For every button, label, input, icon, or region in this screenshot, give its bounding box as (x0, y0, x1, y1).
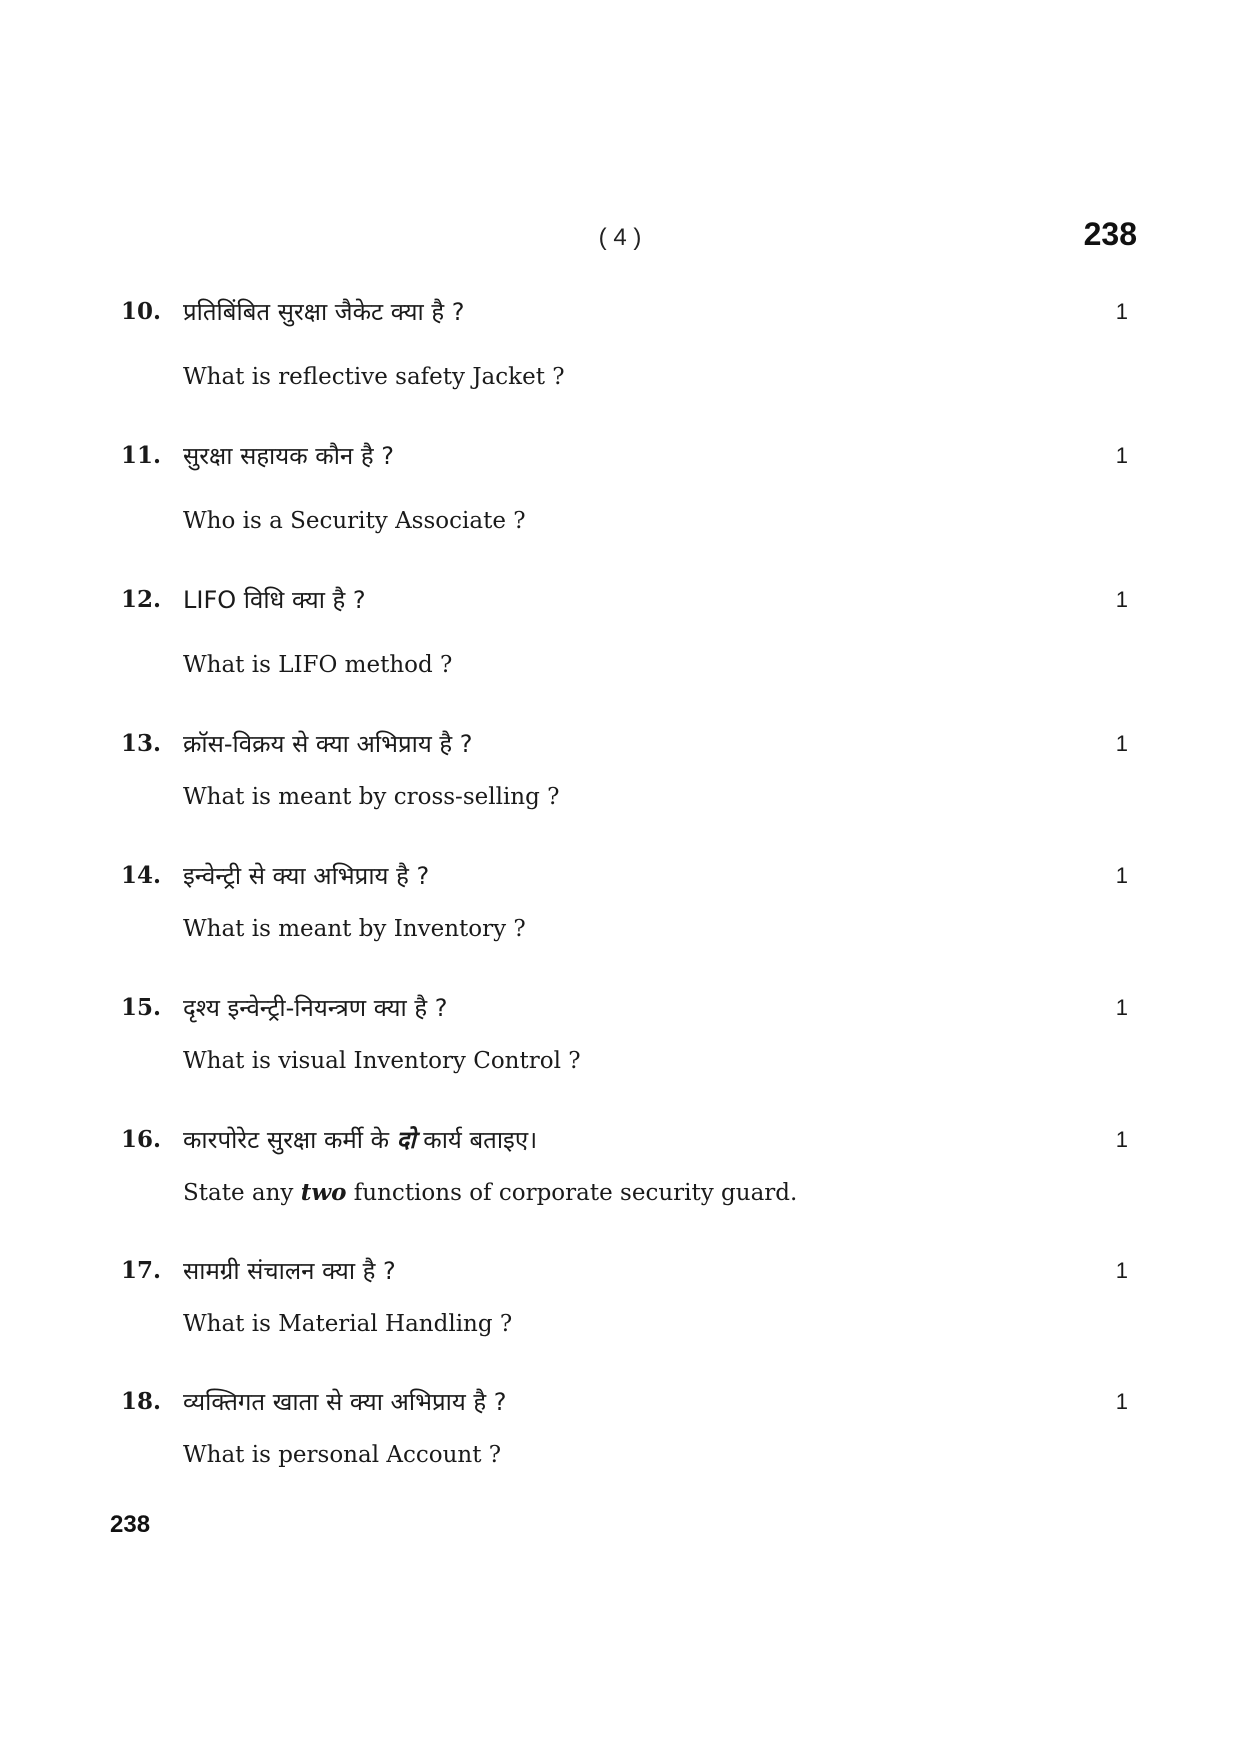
question-hindi-text: सुरक्षा सहायक कौन है ? (183, 442, 394, 470)
question-english-text: What is LIFO method ? (183, 652, 453, 678)
question-marks: 1 (1115, 731, 1128, 756)
hindi-emphasis: दो (396, 1126, 416, 1154)
question-hindi-text: व्यक्तिगत खाता से क्या अभिप्राय है ? (183, 1388, 507, 1416)
paper-code-header: 238 (1083, 216, 1137, 252)
question-marks: 1 (1115, 443, 1128, 468)
english-text-before: State any (183, 1180, 294, 1206)
question-english-text: Who is a Security Associate ? (183, 508, 526, 534)
question-number: 17. (121, 1257, 162, 1284)
question-english-text: What is reflective safety Jacket ? (183, 364, 565, 390)
question-english-text: What is Material Handling ? (183, 1311, 513, 1337)
paper-code-footer: 238 (110, 1511, 151, 1538)
question-hindi-text: प्रतिबिंबित सुरक्षा जैकेट क्या है ? (183, 298, 465, 326)
question-english-text: What is personal Account ? (183, 1442, 502, 1468)
english-emphasis: two (300, 1179, 347, 1206)
question-16 (0, 1125, 1240, 1235)
hindi-text-after: कार्य बताइए। (423, 1126, 538, 1154)
question-marks: 1 (1115, 1127, 1128, 1152)
question-marks: 1 (1115, 863, 1128, 888)
question-hindi-text (183, 1125, 537, 1155)
question-17 (0, 1256, 1240, 1366)
question-number: 15. (121, 994, 162, 1021)
page-number: ( 4 ) (598, 224, 642, 251)
question-14 (0, 861, 1240, 971)
question-english-text (183, 1178, 797, 1208)
question-marks: 1 (1115, 587, 1128, 612)
english-text-after: functions of corporate security guard. (353, 1180, 798, 1206)
question-number: 13. (121, 730, 162, 757)
question-hindi-text: सामग्री संचालन क्या है ? (183, 1257, 396, 1285)
question-english-text: What is visual Inventory Control ? (183, 1048, 581, 1074)
question-number: 14. (121, 862, 162, 889)
question-number: 12. (121, 586, 162, 613)
question-number: 10. (121, 298, 162, 325)
question-hindi-text: क्रॉस-विक्रय से क्या अभिप्राय है ? (183, 730, 473, 758)
question-marks: 1 (1115, 1258, 1128, 1283)
question-15 (0, 993, 1240, 1103)
question-13 (0, 729, 1240, 839)
question-10 (0, 297, 1240, 407)
question-18 (0, 1387, 1240, 1497)
question-number: 16. (121, 1126, 162, 1153)
question-11 (0, 441, 1240, 551)
question-marks: 1 (1115, 995, 1128, 1020)
question-hindi-text: LIFO विधि क्या है ? (183, 586, 366, 614)
question-english-text: What is meant by Inventory ? (183, 916, 526, 942)
question-number: 11. (121, 442, 162, 469)
hindi-text-before: कारपोरेट सुरक्षा कर्मी के (183, 1126, 390, 1154)
question-english-text: What is meant by cross-selling ? (183, 784, 560, 810)
question-hindi-text: इन्वेन्ट्री से क्या अभिप्राय है ? (183, 862, 430, 890)
question-hindi-text: दृश्य इन्वेन्ट्री-नियन्त्रण क्या है ? (183, 994, 448, 1022)
question-marks: 1 (1115, 1389, 1128, 1414)
question-marks: 1 (1115, 299, 1128, 324)
question-number: 18. (121, 1388, 162, 1415)
question-12 (0, 585, 1240, 695)
